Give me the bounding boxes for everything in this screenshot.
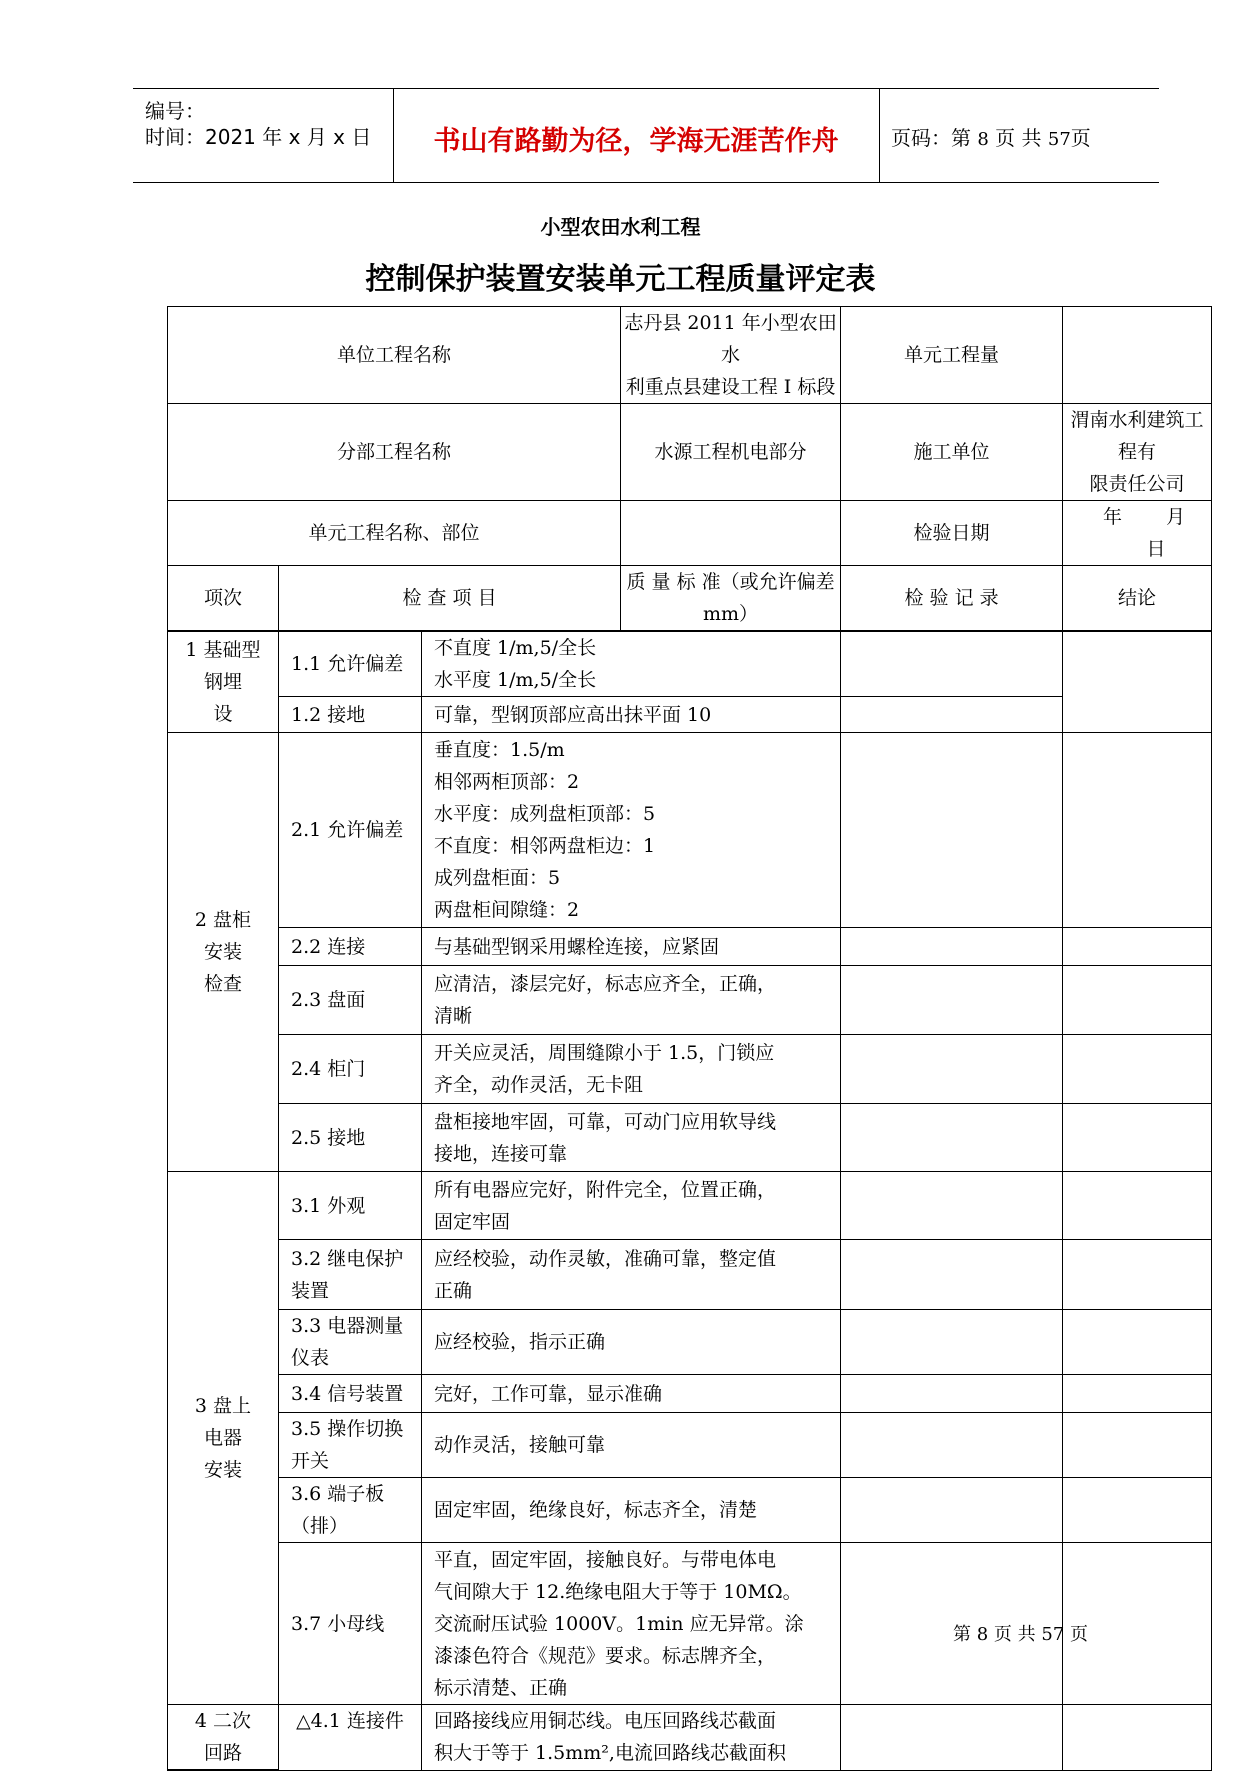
quality-evaluation-table — [167, 306, 1212, 1771]
check-item: 3.6 端子板（排） — [279, 1478, 422, 1543]
contractor-label: 施工单位 — [841, 404, 1063, 501]
quality-standard: 所有电器应完好，附件完全，位置正确， 固定牢固 — [422, 1172, 841, 1240]
table-row — [168, 1478, 1212, 1543]
table-row — [168, 1104, 1212, 1172]
quality-standard: 垂直度：1.5/m 相邻两柜顶部：2 水平度：成列盘柜顶部：5 不直度：相邻两盘柜边：1 成列盘柜面：5 两盘柜间隙缝：2 — [422, 733, 841, 928]
inspection-record — [841, 631, 1063, 697]
element-quantity-label: 单元工程量 — [841, 307, 1063, 404]
conclusion — [1063, 1035, 1212, 1104]
table-row — [168, 1375, 1212, 1413]
page-header — [133, 88, 1159, 183]
table-row — [168, 631, 1212, 697]
document-subtitle: 小型农田水利工程 — [540, 215, 701, 239]
info-row — [168, 307, 1212, 404]
conclusion — [1063, 1413, 1212, 1478]
column-header-row — [168, 566, 1212, 632]
table-row — [168, 1310, 1212, 1375]
inspection-record — [841, 1172, 1063, 1240]
element-quantity-value — [1063, 307, 1212, 404]
check-item: 2.5 接地 — [279, 1104, 422, 1172]
col-item-no: 项次 — [168, 566, 279, 632]
quality-standard: 盘柜接地牢固，可靠，可动门应用软导线 接地，连接可靠 — [422, 1104, 841, 1172]
quality-standard: 可靠，型钢顶部应高出抹平面 10 — [422, 697, 841, 733]
table-row — [168, 733, 1212, 928]
inspection-record — [841, 1375, 1063, 1413]
table-row — [168, 1035, 1212, 1104]
inspection-record — [841, 928, 1063, 966]
check-item: 1.1 允许偏差 — [279, 631, 422, 697]
check-item: 1.2 接地 — [279, 697, 422, 733]
check-item: 3.4 信号装置 — [279, 1375, 422, 1413]
time-text: 时间：2021 年 x 月 x 日 — [145, 125, 372, 149]
table-row — [168, 966, 1212, 1035]
inspection-record — [841, 1413, 1063, 1478]
header-motto: 书山有路勤为径，学海无涯苦作舟 — [433, 126, 839, 157]
quality-standard: 回路接线应用铜芯线。电压回路线芯截面 积大于等于 1.5mm²,电流回路线芯截面积 — [422, 1705, 841, 1771]
element-name-label: 单元工程名称、部位 — [168, 501, 621, 566]
check-item: 3.7 小母线 — [279, 1543, 422, 1705]
inspection-date-value: 年 月 日 — [1063, 501, 1212, 566]
table-row — [168, 1705, 1212, 1771]
table-row — [168, 1240, 1212, 1310]
contractor-value: 渭南水利建筑工程有 限责任公司 — [1063, 404, 1212, 501]
check-item: 2.4 柜门 — [279, 1035, 422, 1104]
serial-label: 编号： — [145, 99, 205, 123]
quality-standard: 完好，工作可靠，显示准确 — [422, 1375, 841, 1413]
inspection-record — [841, 1035, 1063, 1104]
inspection-record — [841, 1310, 1063, 1375]
sub-project-value: 水源工程机电部分 — [621, 404, 841, 501]
conclusion — [1063, 733, 1212, 928]
check-item: △4.1 连接件 — [279, 1705, 422, 1771]
info-row — [168, 501, 1212, 566]
conclusion — [1063, 1104, 1212, 1172]
quality-standard: 动作灵活，接触可靠 — [422, 1413, 841, 1478]
element-name-value — [621, 501, 841, 566]
quality-standard: 应经校验，动作灵敏，准确可靠，整定值 正确 — [422, 1240, 841, 1310]
inspection-record — [841, 697, 1063, 733]
inspection-record — [841, 1104, 1063, 1172]
inspection-record — [841, 1478, 1063, 1543]
col-result: 结论 — [1063, 566, 1212, 632]
conclusion — [1063, 1240, 1212, 1310]
check-item: 2.1 允许偏差 — [279, 733, 422, 928]
group-label: 2 盘柜 安装 检查 — [168, 733, 279, 1172]
page-footer: 第 8 页 共 57 页 — [953, 1624, 1089, 1645]
table-row — [168, 697, 1212, 733]
conclusion — [1063, 1310, 1212, 1375]
info-row — [168, 404, 1212, 501]
check-item: 3.3 电器测量仪表 — [279, 1310, 422, 1375]
conclusion — [1063, 1478, 1212, 1543]
conclusion — [1063, 1375, 1212, 1413]
quality-standard: 固定牢固，绝缘良好，标志齐全，清楚 — [422, 1478, 841, 1543]
col-record: 检 验 记 录 — [841, 566, 1063, 632]
unit-project-label: 单位工程名称 — [168, 307, 621, 404]
inspection-date-label: 检验日期 — [841, 501, 1063, 566]
inspection-record — [841, 966, 1063, 1035]
check-item: 3.1 外观 — [279, 1172, 422, 1240]
group-label: 1 基础型 钢埋 设 — [168, 631, 279, 733]
table-row — [168, 928, 1212, 966]
sub-project-label: 分部工程名称 — [168, 404, 621, 501]
header-page-number: 页码：第 8 页 共 57页 — [891, 126, 1091, 150]
quality-standard: 不直度 1/m,5/全长 水平度 1/m,5/全长 — [422, 631, 841, 697]
check-item: 2.2 连接 — [279, 928, 422, 966]
check-item: 3.5 操作切换开关 — [279, 1413, 422, 1478]
col-standard: 质 量 标 准（或允许偏差 mm） — [621, 566, 841, 632]
check-item: 2.3 盘面 — [279, 966, 422, 1035]
inspection-record — [841, 1705, 1063, 1771]
check-item: 3.2 继电保护装置 — [279, 1240, 422, 1310]
conclusion — [1063, 1172, 1212, 1240]
group-label: 4 二次 回路 — [168, 1705, 279, 1771]
conclusion — [1063, 631, 1212, 733]
inspection-record — [841, 1240, 1063, 1310]
quality-standard: 平直，固定牢固，接触良好。与带电体电 气间隙大于 12.绝缘电阻大于等于 10MΩ。 交流耐压试验 1000V。1min 应无异常。涂 漆漆色符合《规范》要求。标志牌齐全， 标示清楚、正确 — [422, 1543, 841, 1705]
quality-standard: 与基础型钢采用螺栓连接，应紧固 — [422, 928, 841, 966]
col-check-item: 检 查 项 目 — [279, 566, 621, 632]
inspection-record — [841, 733, 1063, 928]
quality-standard: 应清洁，漆层完好，标志应齐全，正确， 清晰 — [422, 966, 841, 1035]
header-divider — [879, 89, 880, 182]
group-label: 3 盘上 电器 安装 — [168, 1172, 279, 1705]
conclusion — [1063, 928, 1212, 966]
document-title: 控制保护装置安装单元工程质量评定表 — [365, 262, 876, 297]
unit-project-value: 志丹县 2011 年小型农田水 利重点县建设工程 I 标段 — [621, 307, 841, 404]
quality-standard: 应经校验，指示正确 — [422, 1310, 841, 1375]
conclusion — [1063, 1705, 1212, 1771]
table-row — [168, 1413, 1212, 1478]
conclusion — [1063, 966, 1212, 1035]
table-row — [168, 1172, 1212, 1240]
quality-standard: 开关应灵活，周围缝隙小于 1.5，门锁应 齐全，动作灵活，无卡阻 — [422, 1035, 841, 1104]
